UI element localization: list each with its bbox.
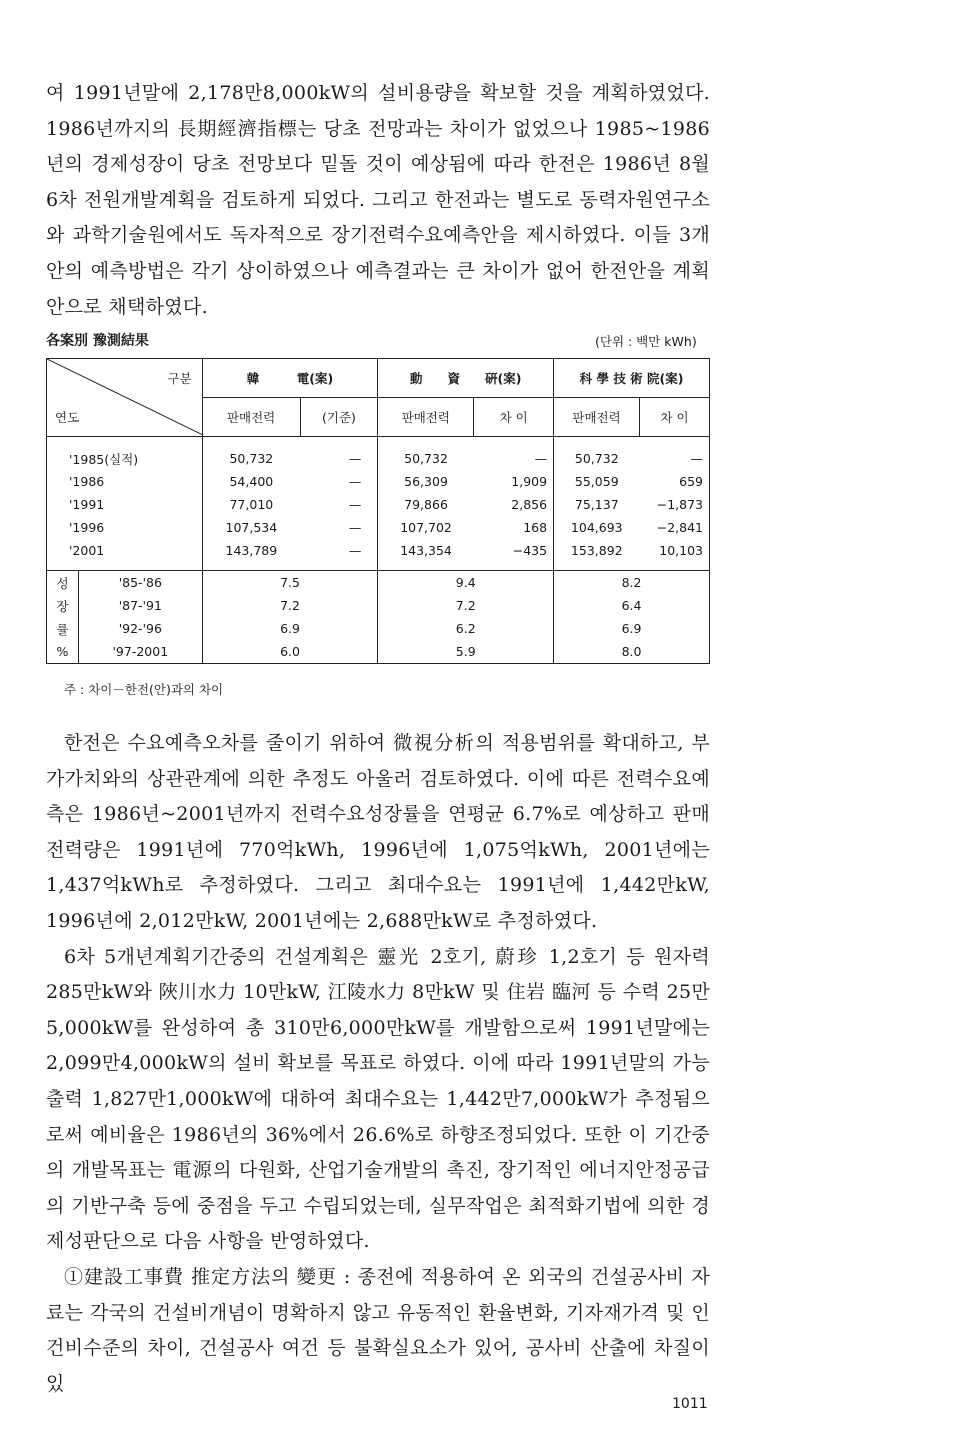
kaist-diff: 10,103 — [659, 543, 703, 558]
growth-row — [47, 617, 710, 640]
table-unit: (단위 : 백만 kWh) — [595, 334, 697, 349]
growth-row — [47, 571, 710, 595]
kier-diff: — — [534, 451, 548, 466]
row-year: '1996 — [69, 520, 105, 535]
kaist-diff: −1,873 — [656, 497, 703, 512]
table-corner-cell — [47, 359, 203, 437]
growth-label-char: % — [56, 644, 69, 659]
row-year: '1991 — [69, 497, 105, 512]
sub-kier-diff: 차 이 — [474, 398, 554, 437]
growth-label-char: 률 — [56, 621, 69, 637]
forecast-table — [46, 358, 710, 664]
kaist-diff: −2,841 — [656, 520, 703, 535]
kepco-sales: 107,534 — [202, 516, 300, 539]
header-gubun: 구분 — [167, 371, 192, 386]
header-kaist: 科 學 技 術 院(案) — [554, 359, 710, 398]
growth-kepco: 6.9 — [202, 617, 378, 640]
kaist-diff: 659 — [679, 474, 703, 489]
growth-row — [47, 594, 710, 617]
growth-kaist: 8.2 — [554, 571, 710, 595]
growth-kier: 5.9 — [378, 640, 554, 664]
kier-diff: −435 — [512, 543, 548, 558]
kepco-basis: — — [348, 520, 362, 535]
table-note: 주 : 차이－한전(안)과의 차이 — [64, 682, 224, 697]
header-kepco: 韓 電(案) — [202, 359, 378, 398]
table-header-row — [47, 359, 710, 398]
kepco-sales: 143,789 — [202, 539, 300, 562]
row-year: '2001 — [69, 543, 105, 558]
kier-sales: 50,732 — [378, 447, 474, 470]
paragraph-text: 6차 5개년계획기간중의 건설계획은 靈光 2호기, 蔚珍 1,2호기 등 원자력 285만kW와 陜川水力 10만kW, 江陵水力 8만kW 및 住岩 臨河 등 수력 25만5,000kW를 완성하여 총 310만6,000만kW를 개발함으로써 1991년말에는 2,099만4,000kW의 설비 확보를 목표로 하였다. 이에 따라 1991년말의 가능출력 1,827만1,000kW에 대하여 최대수요는 1,442만7,000kW가 추정됨으로써 예비율은 1986년의 36%에서 26.6%로 하향조정되었다. 또한 이 기간중의 개발목표는 電源의 다원화, 산업기술개발의 촉진, 장기적인 에너지안정공급의 기반구축 등에 중점을 두고 수립되었는데, 실무작업은 최적화기법에 의한 경제성판단으로 다음 사항을 반영하였다. — [46, 945, 710, 1253]
growth-period: '92-'96 — [78, 617, 202, 640]
bottom-paragraphs — [46, 726, 710, 1402]
kaist-diff: — — [690, 451, 703, 466]
table-row — [47, 447, 710, 470]
growth-kaist: 6.9 — [554, 617, 710, 640]
kier-diff: 1,909 — [511, 474, 548, 489]
growth-period: '85-'86 — [78, 571, 202, 595]
sub-kaist-sales: 판매전력 — [554, 398, 640, 437]
table-row — [47, 493, 710, 516]
kier-diff: 168 — [523, 520, 548, 535]
kaist-sales: 104,693 — [554, 516, 640, 539]
growth-label-char: 장 — [56, 598, 69, 614]
kepco-basis: — — [348, 451, 362, 466]
kier-sales: 143,354 — [378, 539, 474, 562]
kier-sales: 107,702 — [378, 516, 474, 539]
kier-diff: 2,856 — [511, 497, 548, 512]
growth-kaist: 8.0 — [554, 640, 710, 664]
sub-kepco-basis: (기준) — [300, 398, 378, 437]
table-row — [47, 470, 710, 493]
table-row — [47, 539, 710, 562]
kepco-sales: 50,732 — [202, 447, 300, 470]
kier-sales: 79,866 — [378, 493, 474, 516]
kaist-sales: 153,892 — [554, 539, 640, 562]
paragraph-text: 한전은 수요예측오차를 줄이기 위하여 微視分析의 적용범위를 확대하고, 부가가치와의 상관관계에 의한 추정도 아울러 검토하였다. 이에 따른 전력수요예측은 1986년~2001년까지 전력수요성장률을 연평균 6.7%로 예상하고 판매전력량은 1991년에 770억kWh, 1996년에 1,075억kWh, 2001년에는 1,437억kWh로 추정하였다. 그리고 최대수요는 1991년에 1,442만kW, 1996년에 2,012만kW, 2001년에는 2,688만kW로 추정하였다. — [46, 732, 710, 932]
kier-sales: 56,309 — [378, 470, 474, 493]
kaist-sales: 55,059 — [554, 470, 640, 493]
header-kier: 動 資 硏(案) — [378, 359, 554, 398]
page-number: 1011 — [672, 1396, 708, 1412]
kepco-sales: 54,400 — [202, 470, 300, 493]
growth-kier: 6.2 — [378, 617, 554, 640]
paragraph-text: 여 1991년말에 2,178만8,000kW의 설비용량을 확보할 것을 계획하였었다. 1986년까지의 長期經濟指標는 당초 전망과는 차이가 없었으나 1985~1986년의 경제성장이 당초 전망보다 밑돌 것이 예상됨에 따라 한전은 1986년 8월 6차 전원개발계획을 검토하게 되었다. 그리고 한전과는 별도로 동력자원연구소와 과학기술원에서도 독자적으로 장기전력수요예측안을 제시하였다. 이들 3개안의 예측방법은 각기 상이하였으나 예측결과는 큰 차이가 없어 한전안을 계획안으로 채택하였다. — [46, 82, 710, 318]
growth-period: '97-2001 — [78, 640, 202, 664]
growth-kepco: 7.2 — [202, 594, 378, 617]
growth-kier: 9.4 — [378, 571, 554, 595]
row-year: '1986 — [69, 474, 105, 489]
kepco-sales: 77,010 — [202, 493, 300, 516]
growth-kier: 7.2 — [378, 594, 554, 617]
top-paragraph — [46, 76, 710, 325]
table-row — [47, 516, 710, 539]
sub-kier-sales: 판매전력 — [378, 398, 474, 437]
growth-kepco: 6.0 — [202, 640, 378, 664]
growth-period: '87-'91 — [78, 594, 202, 617]
kepco-basis: — — [348, 474, 362, 489]
table-title: 各案別 豫測結果 — [46, 333, 149, 349]
paragraph-text: ①建設工事費 推定方法의 變更 : 종전에 적용하여 온 외국의 건설공사비 자료는 각국의 건설비개념이 명확하지 않고 유동적인 환율변화, 기자재가격 및 인건비수준의 차이, 건설공사 여건 등 불확실요소가 있어, 공사비 산출에 차질이 있 — [46, 1265, 710, 1395]
growth-label-char: 성 — [47, 571, 79, 595]
row-year: '1985(실적) — [69, 451, 139, 467]
growth-kaist: 6.4 — [554, 594, 710, 617]
kepco-basis: — — [348, 543, 362, 558]
growth-row — [47, 640, 710, 664]
kepco-basis: — — [348, 497, 362, 512]
sub-kepco-sales: 판매전력 — [202, 398, 300, 437]
kaist-sales: 75,137 — [554, 493, 640, 516]
sub-kaist-diff: 차 이 — [639, 398, 709, 437]
growth-kepco: 7.5 — [202, 571, 378, 595]
kaist-sales: 50,732 — [554, 447, 640, 470]
header-yeondo: 연도 — [55, 410, 80, 425]
